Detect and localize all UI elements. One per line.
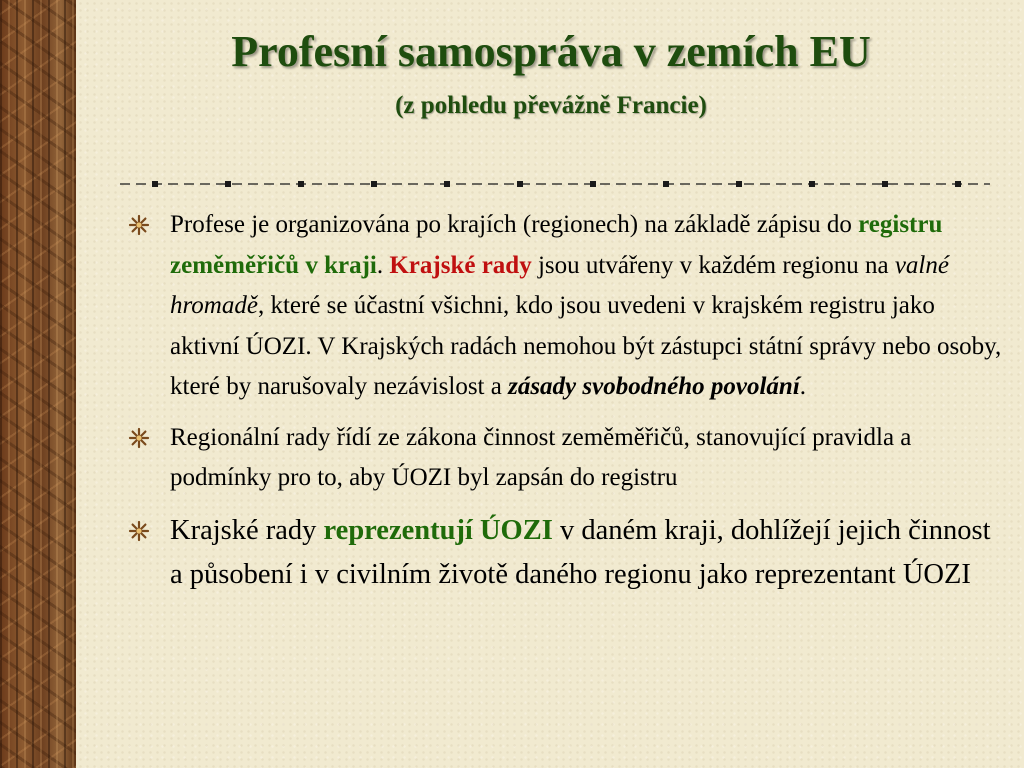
slide-body [125, 205, 1005, 597]
slide-title: Profesní samospráva v zemích EU [231, 27, 871, 76]
bullet-item-3 [125, 509, 1005, 597]
bullet-1-text: Profese je organizována po krajích (regionech) na základě zápisu do [170, 211, 859, 238]
bullet-item-2 [125, 418, 1005, 499]
decorative-side-border [0, 0, 76, 768]
bullet-2-text: Regionální rady řídí ze zákona činnost zeměměřičů, stanovující pravidla a podmínky pro to, aby ÚOZI byl zapsán do registru [170, 423, 912, 491]
bullet-1-text: . [799, 373, 807, 400]
star-burst-icon [128, 520, 150, 542]
bullet-1-text: . [376, 251, 390, 279]
bullet-1-highlight-registry: registru zeměměřičů v kraji [170, 211, 943, 279]
divider-line [120, 172, 990, 196]
star-burst-icon [128, 427, 150, 449]
bullet-item-1 [125, 205, 1005, 408]
bullet-1-bold-italic-principles: zásady svobodného povolání [508, 373, 800, 400]
bullet-3-highlight-represent: reprezentují ÚOZI [323, 514, 553, 546]
bullet-1-highlight-councils: Krajské rady [389, 251, 532, 279]
slide-subtitle: (z pohledu převážně Francie) [395, 92, 707, 119]
bullet-3-text: v daném kraji, dohlížejí jejich činnost a působení i v civilním životě daného regionu jako reprezentant ÚOZI [170, 514, 991, 590]
star-burst-icon [128, 214, 150, 236]
bullet-3-text: Krajské rady [170, 514, 324, 546]
bullet-1-text: , které se účastní všichni, kdo jsou uvedeni v krajském registru jako aktivní ÚOZI. V Krajských radách nemohou být zástupci státní správy nebo osoby, které by narušovaly nezávislost a [170, 292, 1002, 400]
bullet-1-italic-assembly: valné hromadě [170, 251, 949, 319]
bullet-1-text: jsou utvářeny v každém regionu na [531, 251, 895, 279]
